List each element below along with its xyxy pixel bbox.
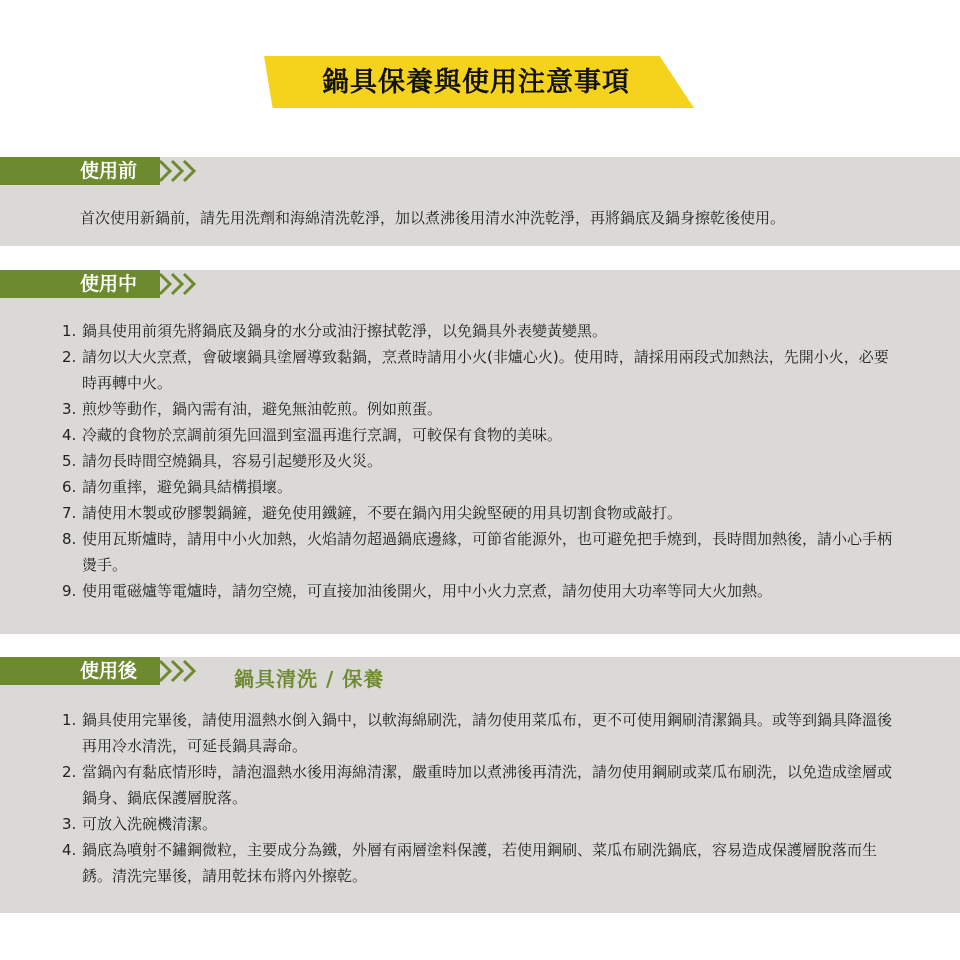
list-item <box>62 811 902 837</box>
list-item <box>62 759 902 811</box>
list-item <box>62 707 902 759</box>
section-during-tab-label: 使用中 <box>80 273 138 295</box>
list-item-num: 5. <box>62 452 77 470</box>
list-item-num: 3. <box>62 815 77 833</box>
list-item-num: 2. <box>62 348 77 366</box>
list-item-num: 9. <box>62 582 77 600</box>
list-item-text: 鍋具使用完畢後，請使用溫熱水倒入鍋中，以軟海綿刷洗，請勿使用菜瓜布，更不可使用鋼刷清潔鍋具。或等到鍋具降溫後再用冷水清洗，可延長鍋具壽命。 <box>82 711 893 755</box>
list-item-num: 3. <box>62 400 77 418</box>
list-item <box>62 500 902 526</box>
section-before-text: 首次使用新鍋前，請先用洗劑和海綿清洗乾淨，加以煮沸後用清水沖洗乾淨，再將鍋底及鍋身擦乾後使用。 <box>80 209 786 227</box>
chevrons-icon <box>150 157 198 185</box>
list-item-num: 8. <box>62 530 77 548</box>
list-item-num: 4. <box>62 426 77 444</box>
list-item <box>62 318 902 344</box>
list-item <box>62 837 902 889</box>
list-item-num: 1. <box>62 711 77 729</box>
list-item <box>62 448 902 474</box>
chevrons-icon <box>150 657 198 685</box>
list-item-num: 2. <box>62 763 77 781</box>
section-during-list <box>62 318 902 604</box>
list-item-text: 使用電磁爐等電爐時，請勿空燒，可直接加油後開火，用中小火力烹煮，請勿使用大功率等同大火加熱。 <box>82 582 773 600</box>
list-item-text: 當鍋內有黏底情形時，請泡溫熱水後用海綿清潔，嚴重時加以煮沸後再清洗，請勿使用鋼刷或菜瓜布刷洗，以免造成塗層或鍋身、鍋底保護層脫落。 <box>82 763 893 807</box>
list-item <box>62 526 902 578</box>
list-item-text: 使用瓦斯爐時，請用中小火加熱，火焰請勿超過鍋底邊緣，可節省能源外，也可避免把手燒到，長時間加熱後，請小心手柄燙手。 <box>82 530 893 574</box>
list-item-text: 煎炒等動作，鍋內需有油，避免無油乾煎。例如煎蛋。 <box>82 400 443 418</box>
list-item-num: 6. <box>62 478 77 496</box>
page-title: 鍋具保養與使用注意事項 <box>322 67 630 98</box>
list-item-num: 4. <box>62 841 77 859</box>
section-after-subtitle: 鍋具清洗 / 保養 <box>234 667 385 691</box>
section-before-tab <box>0 157 160 185</box>
list-item-text: 請使用木製或矽膠製鍋鏟，避免使用鐵鏟，不要在鍋內用尖銳堅硬的用具切割食物或敲打。 <box>82 504 683 522</box>
section-after-tab <box>0 657 160 685</box>
section-after-tab-label: 使用後 <box>80 660 138 682</box>
section-during <box>0 270 960 634</box>
list-item-text: 可放入洗碗機清潔。 <box>82 815 218 833</box>
list-item <box>62 396 902 422</box>
list-item-text: 請勿以大火烹煮，會破壞鍋具塗層導致黏鍋，烹煮時請用小火(非爐心火)。使用時，請採用兩段式加熱法，先開小火，必要時再轉中火。 <box>82 348 889 392</box>
list-item-text: 鍋底為噴射不鏽鋼微粒，主要成分為鐵，外層有兩層塗料保護，若使用鋼刷、菜瓜布刷洗鍋底，容易造成保護層脫落而生銹。清洗完畢後，請用乾抹布將內外擦乾。 <box>82 841 878 885</box>
list-item-num: 7. <box>62 504 77 522</box>
section-during-tab <box>0 270 160 298</box>
section-after <box>0 657 960 913</box>
list-item-text: 請勿重摔，避免鍋具結構損壞。 <box>82 478 293 496</box>
section-before-tab-label: 使用前 <box>80 160 138 182</box>
chevrons-icon <box>150 270 198 298</box>
list-item-text: 冷藏的食物於烹調前須先回溫到室溫再進行烹調，可較保有食物的美味。 <box>82 426 563 444</box>
section-before <box>0 157 960 246</box>
list-item <box>62 474 902 500</box>
list-item-text: 鍋具使用前須先將鍋底及鍋身的水分或油汙擦拭乾淨，以免鍋具外表變黃變黑。 <box>82 322 608 340</box>
list-item <box>62 578 902 604</box>
list-item-text: 請勿長時間空燒鍋具，容易引起變形及火災。 <box>82 452 383 470</box>
list-item-num: 1. <box>62 322 77 340</box>
list-item <box>62 344 902 396</box>
section-after-list <box>62 707 902 889</box>
list-item <box>62 422 902 448</box>
